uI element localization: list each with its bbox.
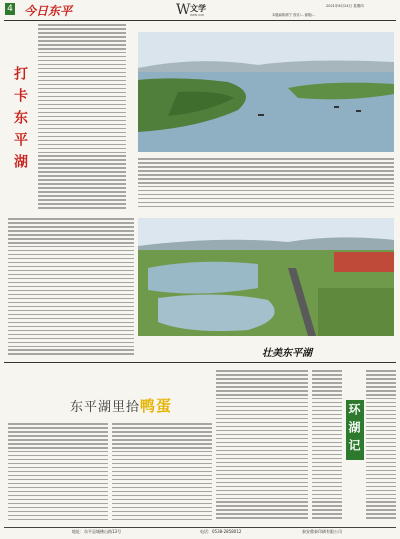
feature-body-text xyxy=(38,24,126,214)
editor-line: 本版编辑/郭宁 校对/... 邮箱/... xyxy=(272,13,316,17)
paper-name-logo: 今日东平 xyxy=(24,4,73,18)
section-letter: W xyxy=(176,2,191,18)
footer-phone: 电话：0538-2858012 xyxy=(200,529,242,534)
footer-address: 地址：东平县城佛山路13号 xyxy=(72,529,122,534)
footer-rule xyxy=(4,527,396,528)
section-divider xyxy=(4,362,396,363)
feature-body-text-right xyxy=(138,158,394,218)
section-title: 文学 xyxy=(190,4,206,13)
side-article-body-a xyxy=(312,370,342,524)
feature-title: 打卡东平湖 xyxy=(12,66,28,176)
feature-body-text-lower xyxy=(8,218,134,358)
lake-photo-bottom xyxy=(138,218,394,336)
top-date: 2021年6月24日 星期四 xyxy=(326,4,364,8)
photo-caption: 壮美东平湖 xyxy=(262,348,312,359)
lower-article-title xyxy=(70,395,172,416)
masthead xyxy=(0,0,400,20)
lower-article-body-mid xyxy=(112,423,212,523)
side-article-title: 环湖记 xyxy=(346,400,364,460)
lower-article-title-highlight: 鸭蛋 xyxy=(140,397,173,415)
page-number: 4 xyxy=(5,3,15,15)
section-subtitle: WEN XUE xyxy=(190,13,205,17)
side-article-body-b xyxy=(366,370,396,524)
lower-article-body-right xyxy=(216,370,308,524)
lake-photo-top xyxy=(138,32,394,152)
masthead-rule xyxy=(4,20,396,21)
lower-article-body-left xyxy=(8,423,108,523)
footer-printer: 泰安鼎泰印刷有限公司 xyxy=(302,529,342,534)
lower-article-title-text: 东平湖里拾 xyxy=(70,400,141,415)
